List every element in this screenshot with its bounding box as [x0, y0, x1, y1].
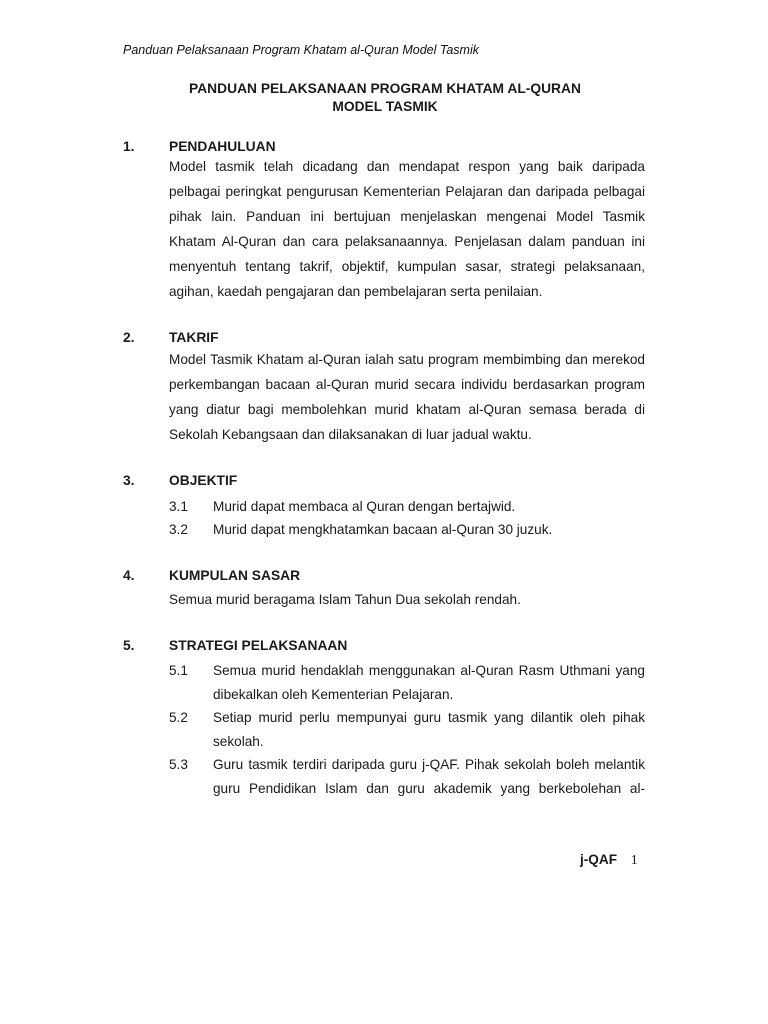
section-number: 4.	[123, 568, 135, 583]
item-text: Guru tasmik terdiri daripada guru j-QAF. Pihak sekolah boleh melantik guru Pendidikan Islam dan guru akademik yang berkebolehan al-	[213, 757, 645, 796]
item-number: 5.3	[169, 757, 188, 772]
item-text: Murid dapat membaca al Quran dengan bertajwid.	[213, 499, 516, 514]
list-item	[169, 659, 645, 707]
section-kumpulan-sasar	[123, 568, 645, 613]
section-body: Semua murid beragama Islam Tahun Dua sekolah rendah.	[169, 592, 521, 607]
title-line-2: MODEL TASMIK	[332, 99, 438, 114]
section-strategi-pelaksanaan	[123, 638, 645, 808]
item-number: 3.1	[169, 499, 188, 514]
section-body: Model Tasmik Khatam al-Quran ialah satu program membimbing dan merekod perkembangan bacaan al-Quran murid secara individu berdasarkan program yang diatur bagi membolehkan murid khatam al-Quran semasa berada di Sekolah Kebangsaan dan dilaksanakan di luar jadual waktu.	[169, 352, 645, 442]
item-text: Setiap murid perlu mempunyai guru tasmik yang dilantik oleh pihak sekolah.	[213, 710, 645, 749]
section-heading: KUMPULAN SASAR	[169, 568, 301, 583]
section-number: 3.	[123, 473, 135, 488]
item-number: 5.1	[169, 663, 188, 678]
document-title	[0, 80, 768, 116]
page-number: 1	[630, 853, 638, 868]
list-item	[169, 495, 645, 519]
section-heading: OBJEKTIF	[169, 473, 238, 488]
list-item	[169, 706, 645, 754]
list-item	[169, 518, 645, 542]
list-item	[169, 753, 645, 801]
footer-brand: j-QAF	[580, 852, 617, 867]
section-heading: TAKRIF	[169, 330, 219, 345]
section-objektif	[123, 473, 645, 543]
item-number: 5.2	[169, 710, 188, 725]
section-body: Model tasmik telah dicadang dan mendapat respon yang baik daripada pelbagai peringkat pengurusan Kementerian Pelajaran dan daripada pelbagai pihak lain. Panduan ini bertujuan menjelaskan mengenai Model Tasmik Khatam Al-Quran dan cara pelaksanaannya. Penjelasan dalam panduan ini menyentuh tentang takrif, objektif, kumpulan sasar, strategi pelaksanaan, agihan, kaedah pengajaran dan pembelajaran serta penilaian.	[169, 159, 645, 299]
section-heading: STRATEGI PELAKSANAAN	[169, 638, 348, 653]
section-pendahuluan	[123, 139, 645, 299]
section-number: 5.	[123, 638, 135, 653]
section-heading: PENDAHULUAN	[169, 139, 276, 154]
section-takrif	[123, 330, 645, 445]
section-number: 1.	[123, 139, 135, 154]
item-text: Semua murid hendaklah menggunakan al-Quran Rasm Uthmani yang dibekalkan oleh Kementerian Pelajaran.	[213, 663, 645, 702]
running-header: Panduan Pelaksanaan Program Khatam al-Quran Model Tasmik	[123, 43, 479, 57]
item-text: Murid dapat mengkhatamkan bacaan al-Quran 30 juzuk.	[213, 522, 553, 537]
page-footer	[580, 852, 638, 869]
item-number: 3.2	[169, 522, 188, 537]
title-line-1: PANDUAN PELAKSANAAN PROGRAM KHATAM AL-QURAN	[189, 81, 581, 96]
section-number: 2.	[123, 330, 135, 345]
